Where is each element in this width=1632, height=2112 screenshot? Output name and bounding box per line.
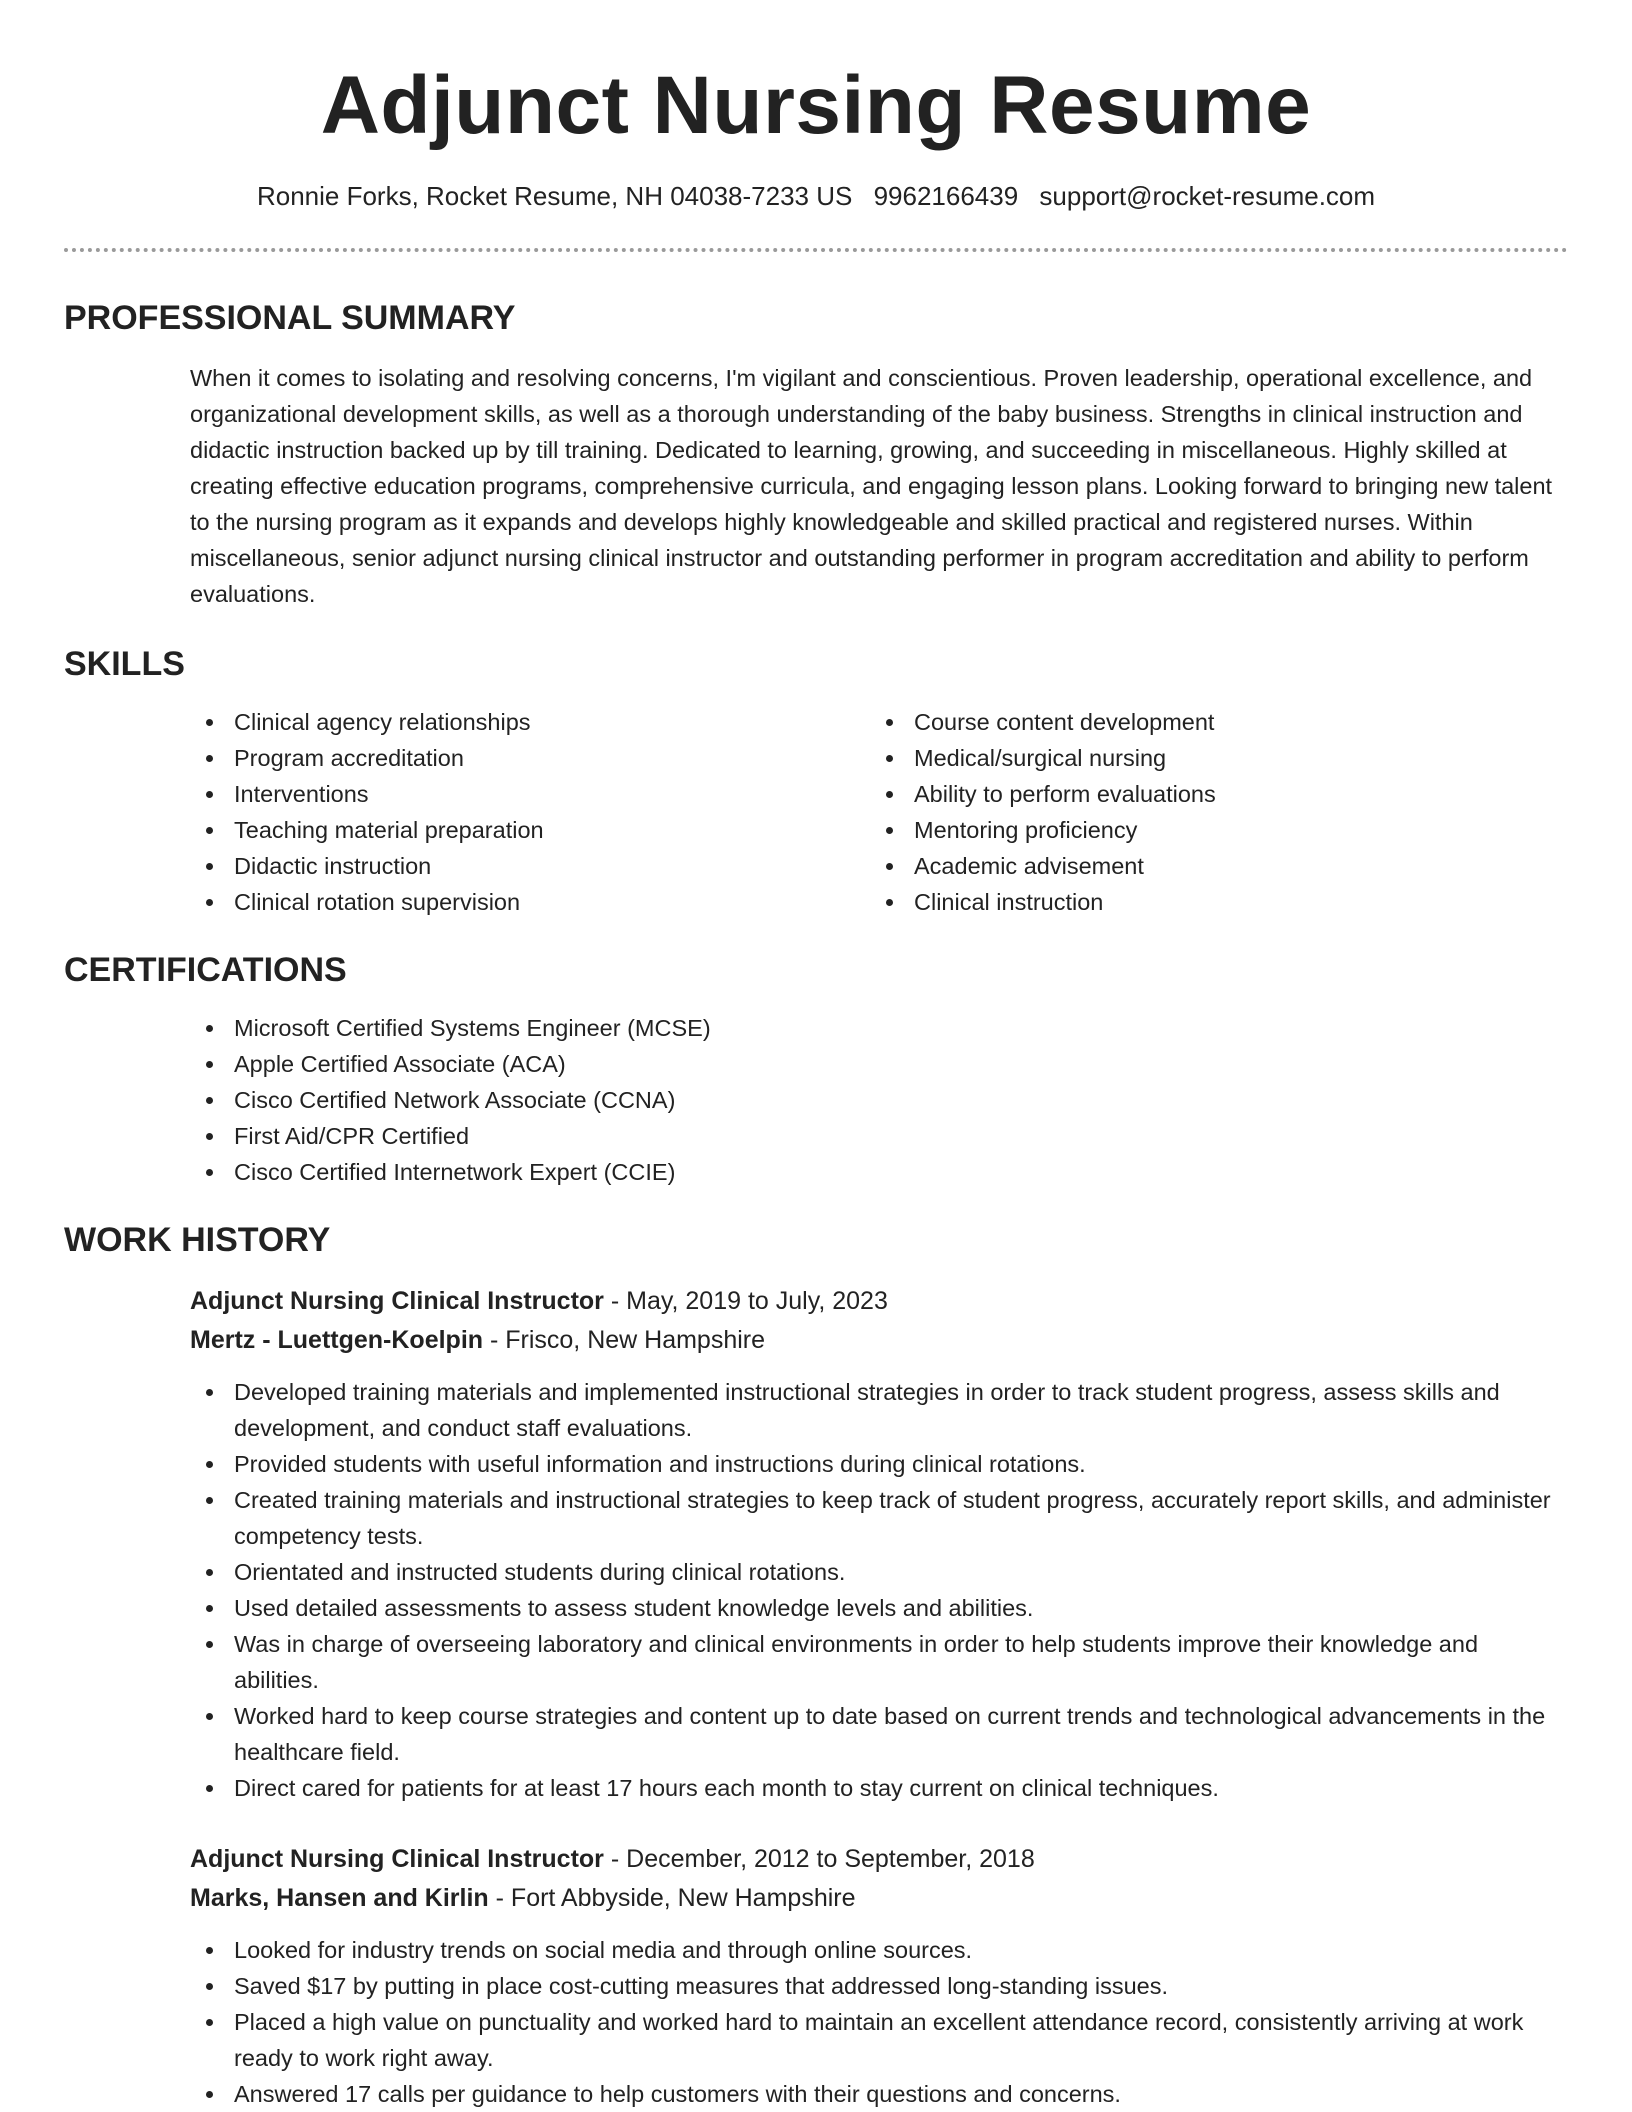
job-bullet: Created training materials and instructional strategies to keep track of student progress, accurately report skills, and administer competency tests.: [190, 1482, 1568, 1554]
skill-item: Interventions: [190, 776, 870, 812]
job-bullet: Answered 17 calls per guidance to help customers with their questions and concerns.: [190, 2076, 1568, 2112]
skill-item: Clinical instruction: [870, 884, 1550, 920]
job-company-line: [190, 1321, 1568, 1360]
certifications-list: [190, 1010, 1568, 1190]
skill-item: Ability to perform evaluations: [870, 776, 1550, 812]
job-bullet: Looked for industry trends on social media and through online sources.: [190, 1932, 1568, 1968]
job-company: Mertz - Luettgen-Koelpin: [190, 1326, 484, 1354]
job-bullet: Provided students with useful information and instructions during clinical rotations.: [190, 1446, 1568, 1482]
job-title-line: [190, 1840, 1568, 1879]
header-divider: [64, 248, 1568, 252]
job-location: - Frisco, New Hampshire: [483, 1326, 766, 1354]
skill-item: Academic advisement: [870, 848, 1550, 884]
section-title-summary: PROFESSIONAL SUMMARY: [64, 299, 516, 337]
certification-item: Cisco Certified Network Associate (CCNA): [190, 1082, 1568, 1118]
skills-column-left: [190, 704, 870, 920]
skills-column-right: [870, 704, 1550, 920]
certification-item: First Aid/CPR Certified: [190, 1118, 1568, 1154]
skill-item: Clinical rotation supervision: [190, 884, 870, 920]
skill-item: Mentoring proficiency: [870, 812, 1550, 848]
job-bullet: Used detailed assessments to assess student knowledge levels and abilities.: [190, 1590, 1568, 1626]
resume-page: [64, 0, 1568, 2112]
job-bullet: Worked hard to keep course strategies and content up to date based on current trends and technological advancements in the healthcare field.: [190, 1698, 1568, 1770]
job-title: Adjunct Nursing Clinical Instructor: [190, 1287, 604, 1315]
certification-item: Cisco Certified Internetwork Expert (CCIE): [190, 1154, 1568, 1190]
job-bullet: Developed training materials and implemented instructional strategies in order to track student progress, assess skills and development, and conduct staff evaluations.: [190, 1374, 1568, 1446]
contact-email: support@rocket-resume.com: [1039, 181, 1376, 211]
page-title: Adjunct Nursing Resume: [320, 60, 1312, 151]
skill-item: Course content development: [870, 704, 1550, 740]
job-bullet: Direct cared for patients for at least 17 hours each month to stay current on clinical techniques.: [190, 1770, 1568, 1806]
skill-item: Teaching material preparation: [190, 812, 870, 848]
job-company-line: [190, 1879, 1568, 1918]
job-bullet: Saved $17 by putting in place cost-cutting measures that addressed long-standing issues.: [190, 1968, 1568, 2004]
section-title-work-history: WORK HISTORY: [64, 1221, 331, 1259]
job-bullet: Orientated and instructed students during clinical rotations.: [190, 1554, 1568, 1590]
job-company: Marks, Hansen and Kirlin: [190, 1884, 489, 1912]
job-dates: - May, 2019 to July, 2023: [603, 1287, 888, 1315]
skill-item: Program accreditation: [190, 740, 870, 776]
certification-item: Microsoft Certified Systems Engineer (MCSE): [190, 1010, 1568, 1046]
job-bullets: [190, 1932, 1568, 2112]
section-title-skills: SKILLS: [64, 645, 185, 683]
job-title: Adjunct Nursing Clinical Instructor: [190, 1845, 604, 1873]
skills-list: [190, 704, 1568, 920]
job-title-line: [190, 1282, 1568, 1321]
contact-phone: 9962166439: [873, 181, 1019, 211]
job-dates: - December, 2012 to September, 2018: [603, 1845, 1035, 1873]
skill-item: Clinical agency relationships: [190, 704, 870, 740]
job-bullets: [190, 1374, 1568, 1806]
contact-info: [64, 178, 1568, 214]
job-bullet: Was in charge of overseeing laboratory and clinical environments in order to help students improve their knowledge and abilities.: [190, 1626, 1568, 1698]
skill-item: Medical/surgical nursing: [870, 740, 1550, 776]
skill-item: Didactic instruction: [190, 848, 870, 884]
section-title-certifications: CERTIFICATIONS: [64, 951, 347, 989]
job-entry: [190, 1840, 1568, 2112]
contact-address: Ronnie Forks, Rocket Resume, NH 04038-7233 US: [256, 181, 853, 211]
job-location: - Fort Abbyside, New Hampshire: [488, 1884, 856, 1912]
job-bullet: Placed a high value on punctuality and worked hard to maintain an excellent attendance record, consistently arriving at work ready to work right away.: [190, 2004, 1568, 2076]
job-entry: [190, 1282, 1568, 1806]
certification-item: Apple Certified Associate (ACA): [190, 1046, 1568, 1082]
summary-text: When it comes to isolating and resolving concerns, I'm vigilant and conscientious. Proven leadership, operational excellence, and organizational development skills, as well as a thorough understanding of the baby business. Strengths in clinical instruction and didactic instruction backed up by till training. Dedicated to learning, growing, and succeeding in miscellaneous. Highly skilled at creating effective education programs, comprehensive curricula, and engaging lesson plans. Looking forward to bringing new talent to the nursing program as it expands and develops highly knowledgeable and skilled practical and registered nurses. Within miscellaneous, senior adjunct nursing clinical instructor and outstanding performer in program accreditation and ability to perform evaluations.: [190, 365, 1553, 607]
